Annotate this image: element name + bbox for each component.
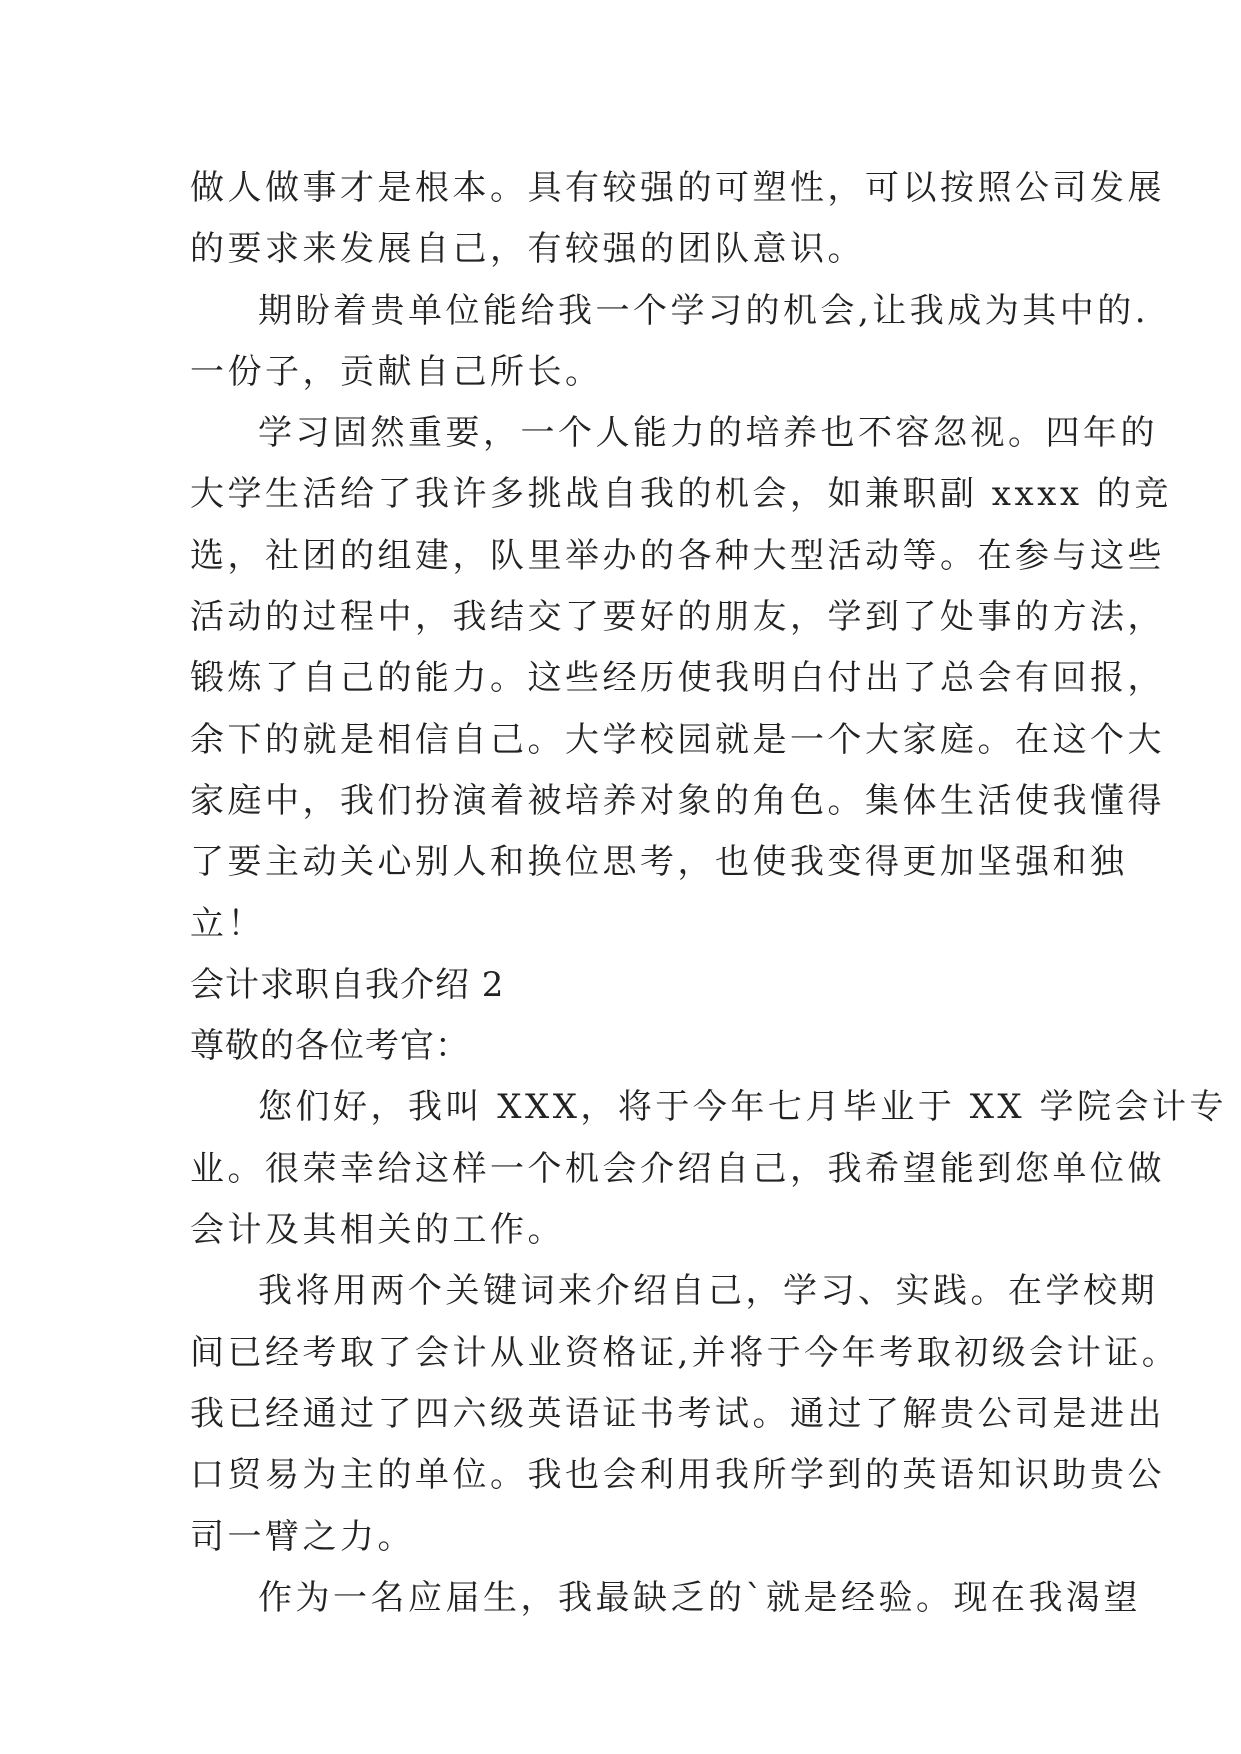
text-line: 家庭中，我们扮演着被培养对象的角色。集体生活使我懂得 [190,780,1165,821]
text-line: 间已经考取了会计从业资格证,并将于今年考取初级会计证。 [190,1332,1180,1373]
text-line: 做人做事才是根本。具有较强的可塑性，可以按照公司发展 [190,168,1165,208]
text-line: 期盼着贵单位能给我一个学习的机会,让我成为其中的. [258,290,1150,331]
text-line: 业。很荣幸给这样一个机会介绍自己，我希望能到您单位做 [190,1148,1165,1189]
text-line: 您们好，我叫 XXX，将于今年七月毕业于 XX 学院会计专 [258,1087,1227,1128]
text-line: 锻炼了自己的能力。这些经历使我明白付出了总会有回报， [190,658,1165,699]
section-heading: 会计求职自我介绍 2 [190,964,505,1005]
text-line: 的要求来发展自己，有较强的团队意识。 [190,229,865,270]
salutation: 尊敬的各位考官： [190,1026,470,1067]
text-line: 余下的就是相信自己。大学校园就是一个大家庭。在这个大 [190,719,1165,760]
text-line: 我已经通过了四六级英语证书考试。通过了解贵公司是进出 [190,1393,1165,1434]
document-body [190,158,1227,1629]
text-line: 活动的过程中，我结交了要好的朋友，学到了处事的方法， [190,597,1165,638]
text-line: 口贸易为主的单位。我也会利用我所学到的英语知识助贵公 [190,1455,1165,1496]
text-line: 作为一名应届生，我最缺乏的`就是经验。现在我渴望 [258,1577,1141,1618]
text-line: 司一臂之力。 [190,1516,415,1557]
text-line: 学习固然重要，一个人能力的培养也不容忽视。四年的 [258,413,1158,454]
text-line: 立！ [190,903,265,944]
text-line: 选，社团的组建，队里举办的各种大型活动等。在参与这些 [190,535,1165,576]
text-line: 我将用两个关键词来介绍自己，学习、实践。在学校期 [258,1271,1158,1312]
text-line: 会计及其相关的工作。 [190,1210,565,1251]
text-line: 大学生活给了我许多挑战自我的机会，如兼职副 xxxx 的竞 [190,474,1172,515]
text-line: 一份子，贡献自己所长。 [190,351,603,392]
text-line: 了要主动关心别人和换位思考，也使我变得更加坚强和独 [190,842,1128,883]
